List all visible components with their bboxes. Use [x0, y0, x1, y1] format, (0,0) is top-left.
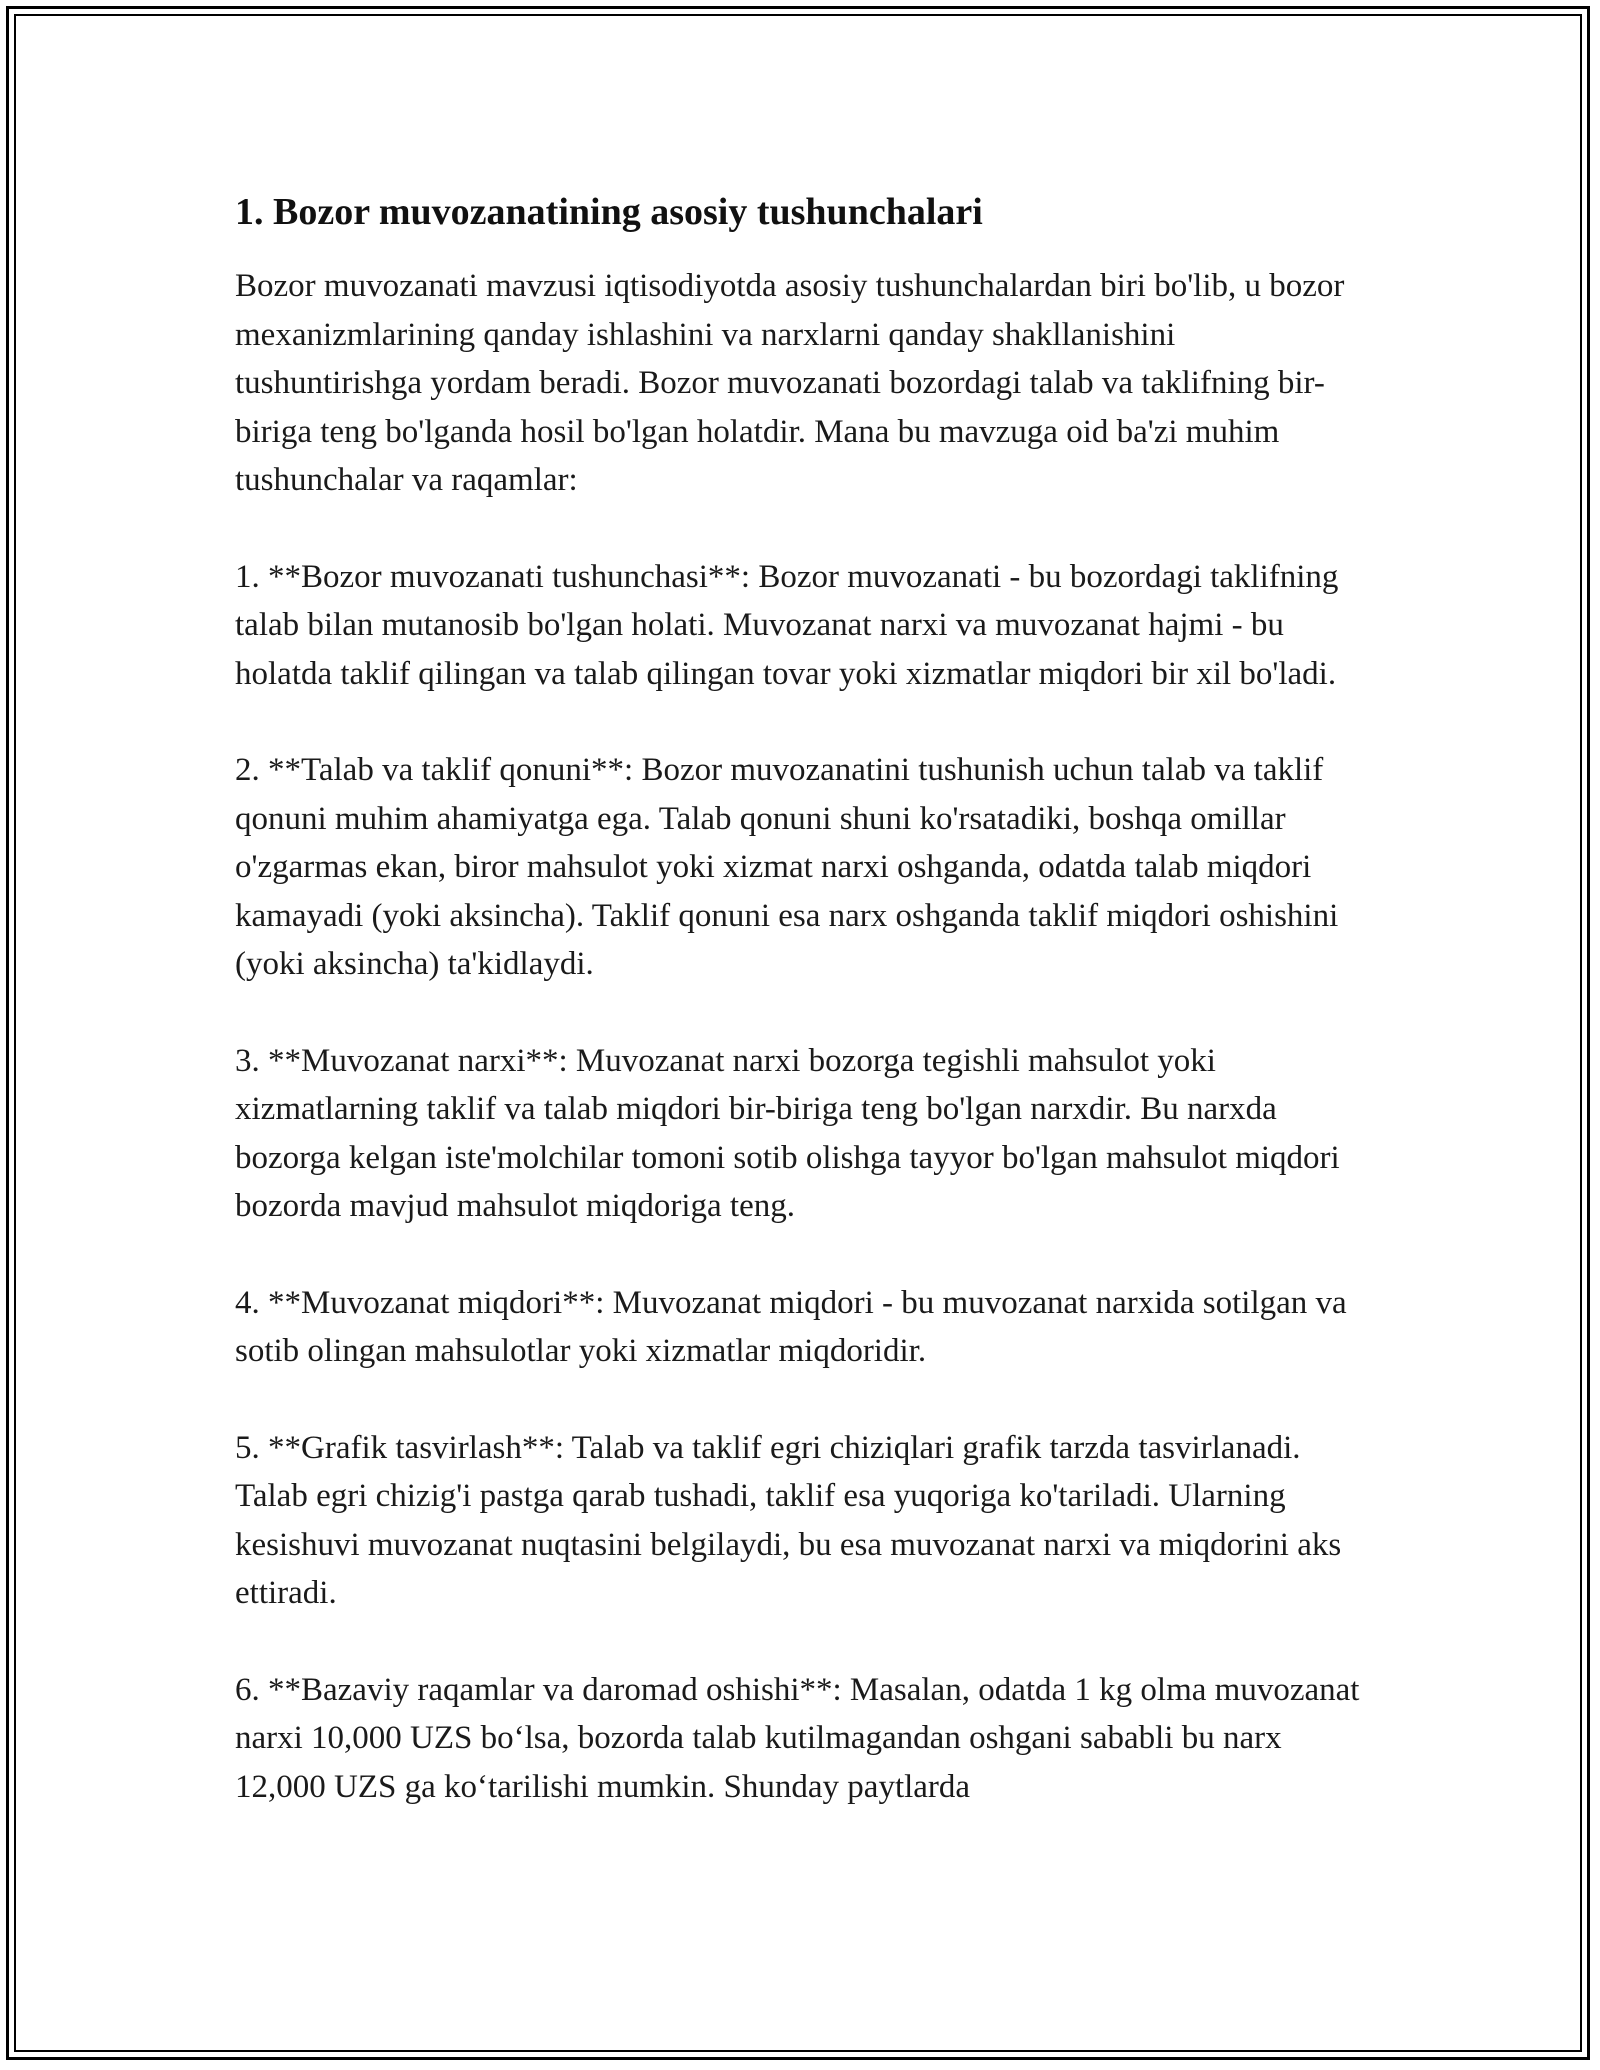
list-item-graphic-representation: 5. **Grafik tasvirlash**: Talab va taklif egri chiziqlari grafik tarzda tasvirlanadi. Talab egri chizig'i pastga qarab tushadi, taklif esa yuqoriga ko'tariladi. Ularning kesishuvi muvozanat nuqtasini belgilaydi, bu esa muvozanat narxi va miqdorini aks ettiradi.	[235, 1429, 1342, 1611]
list-item-law-of-supply-demand: 2. **Talab va taklif qonuni**: Bozor muvozanatini tushunish uchun talab va taklif qonuni muhim ahamiyatga ega. Talab qonuni shuni ko'rsatadiki, boshqa omillar o'zgarmas ekan, biror mahsulot yoki xizmat narxi oshganda, odatda talab miqdori kamayadi (yoki aksincha). Taklif qonuni esa narx oshganda taklif miqdori oshishini (yoki aksincha) ta'kidlaydi.	[235, 752, 1339, 982]
list-item-equilibrium-quantity: 4. **Muvozanat miqdori**: Muvozanat miqdori - bu muvozanat narxida sotilgan va sotib olingan mahsulotlar yoki xizmatlar miqdoridir.	[235, 1284, 1347, 1369]
document-body	[235, 188, 1365, 1811]
list-item-base-figures: 6. **Bazaviy raqamlar va daromad oshishi**: Masalan, odatda 1 kg olma muvozanat narxi 10,000 UZS bo‘lsa, bozorda talab kutilmagandan oshgani sababli bu narx 12,000 UZS ga ko‘tarilishi mumkin. Shunday paytlarda	[235, 1671, 1360, 1805]
intro-paragraph: Bozor muvozanati mavzusi iqtisodiyotda asosiy tushunchalardan biri bo'lib, u bozor mexanizmlarining qanday ishlashini va narxlarni qanday shakllanishini tushuntirishga yordam beradi. Bozor muvozanati bozordagi talab va taklifning bir-biriga teng bo'lganda hosil bo'lgan holatdir. Mana bu mavzuga oid ba'zi muhim tushunchalar va raqamlar:	[235, 268, 1345, 498]
section-heading: 1. Bozor muvozanatining asosiy tushunchalari	[235, 191, 983, 233]
list-item-market-equilibrium-concept: 1. **Bozor muvozanati tushunchasi**: Bozor muvozanati - bu bozordagi taklifning talab bilan mutanosib bo'lgan holati. Muvozanat narxi va muvozanat hajmi - bu holatda taklif qilingan va talab qilingan tovar yoki xizmatlar miqdori bir xil bo'ladi.	[235, 558, 1339, 692]
list-item-equilibrium-price: 3. **Muvozanat narxi**: Muvozanat narxi bozorga tegishli mahsulot yoki xizmatlarning taklif va talab miqdori bir-biriga teng bo'lgan narxdir. Bu narxda bozorga kelgan iste'molchilar tomoni sotib olishga tayyor bo'lgan mahsulot miqdori bozorda mavjud mahsulot miqdoriga teng.	[235, 1042, 1340, 1224]
